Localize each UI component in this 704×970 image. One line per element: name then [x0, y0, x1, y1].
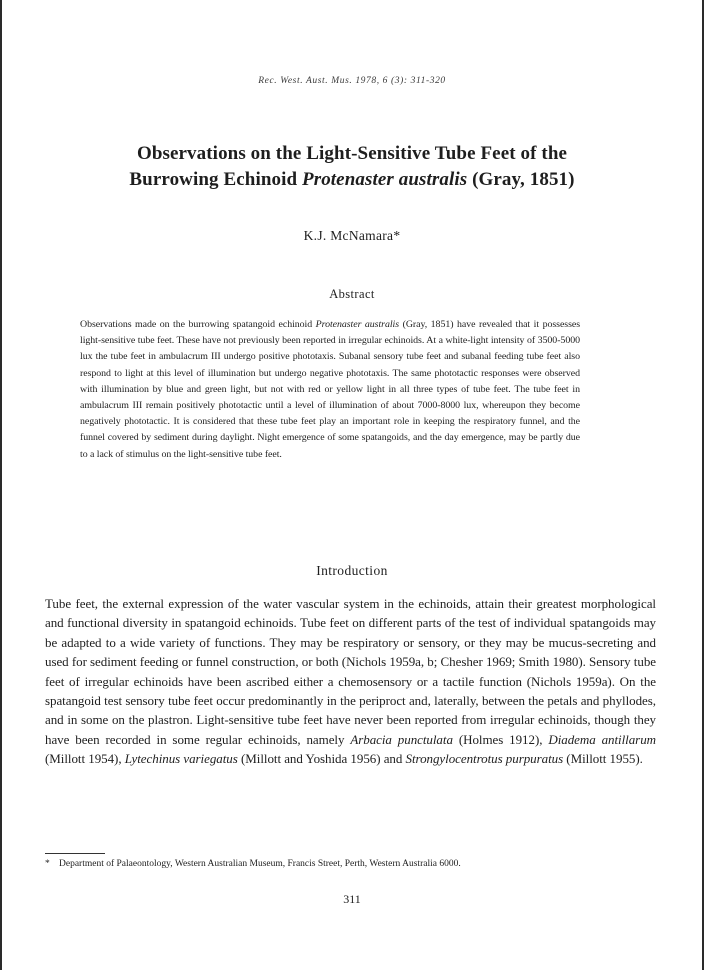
footnote-rule — [45, 853, 105, 854]
footnote-mark: * — [45, 859, 50, 869]
footnote-text: Department of Palaeontology, Western Australian Museum, Francis Street, Perth, Western Australia 6000. — [59, 859, 461, 869]
page-edge-left — [0, 0, 2, 970]
abstract-heading: Abstract — [329, 287, 375, 301]
abstract-body — [80, 317, 580, 463]
intro-text-4: (Millott and Yoshida 1956) and — [237, 751, 406, 767]
page-number: 311 — [343, 892, 361, 906]
abstract-text-2: (Gray, 1851) have revealed that it possesses light-sensitive tube feet. These have not previously been reported in irregular echinoids. At a white-light intensity of 3500-5000 lux the tube feet in ambulacrum III undergo positive phototaxis. Subanal sensory tube feet and subanal feeding tube feet also respond to light at this level of illumination but undergo negative phototaxis. The same phototactic responses were observed with illumination by blue and green light, but not with red or yellow light in all three types of tube feet. The tube feet in ambulacrum III remain positively phototactic until a level of illumination of about 7000-8000 lux, whereupon they become negatively phototactic. It is considered that these tube feet play an important role in keeping the respiratory funnel, and the funnel covered by sediment during daylight. Night emergence of some spatangoids, and the day emergence, may be partly due to a lack of stimulus on the light-sensitive tube feet. — [80, 319, 580, 460]
abstract-text-1: Observations made on the burrowing spatangoid echinoid — [80, 319, 316, 330]
intro-species-3: Lytechinus variegatus — [124, 751, 238, 767]
introduction-body — [45, 594, 656, 769]
introduction-heading: Introduction — [316, 563, 388, 578]
article-title — [60, 141, 644, 193]
intro-text-1: Tube feet, the external expression of the water vascular system in the echinoids, attain their greatest morphological and functional diversity in spatangoid echinoids. Tube feet on different parts of the test of individual spatangoids may be adapted to a wide variety of functions. They may be respiratory or sensory, or they may be mucus-secreting and used for sediment feeding or funnel construction, or both (Nichols 1959a, b; Chesher 1969; Smith 1980). Sensory tube feet of irregular echinoids have been ascribed either a chemosensory or a tactile function (Nichols 1959a). On the spatangoid test sensory tube feet occur predominantly in the periproct and, laterally, between the petals and phyllodes, and in some on the plastron. Light-sensitive tube feet have never been reported from irregular echinoids, though they have been recorded in some regular echinoids, namely — [45, 596, 656, 747]
title-line-2-suffix: (Gray, 1851) — [467, 169, 575, 190]
intro-species-4: Strongylocentrotus purpuratus — [405, 751, 564, 767]
abstract-species-name: Protenaster australis — [315, 319, 400, 330]
intro-species-1: Arbacia punctulata — [350, 731, 453, 747]
title-line-2-prefix: Burrowing Echinoid — [129, 169, 302, 190]
footnote — [45, 857, 605, 871]
author-name: K.J. McNamara* — [303, 228, 401, 243]
intro-text-2: (Holmes 1912), — [452, 731, 549, 747]
title-line-1: Observations on the Light-Sensitive Tube Feet of the — [136, 143, 568, 164]
title-species-name: Protenaster australis — [302, 169, 468, 190]
intro-text-3: (Millott 1954), — [45, 751, 125, 767]
intro-species-2: Diadema antillarum — [548, 731, 656, 747]
intro-text-5: (Millott 1955). — [563, 751, 643, 767]
running-head: Rec. West. Aust. Mus. 1978, 6 (3): 311-320 — [258, 76, 446, 86]
